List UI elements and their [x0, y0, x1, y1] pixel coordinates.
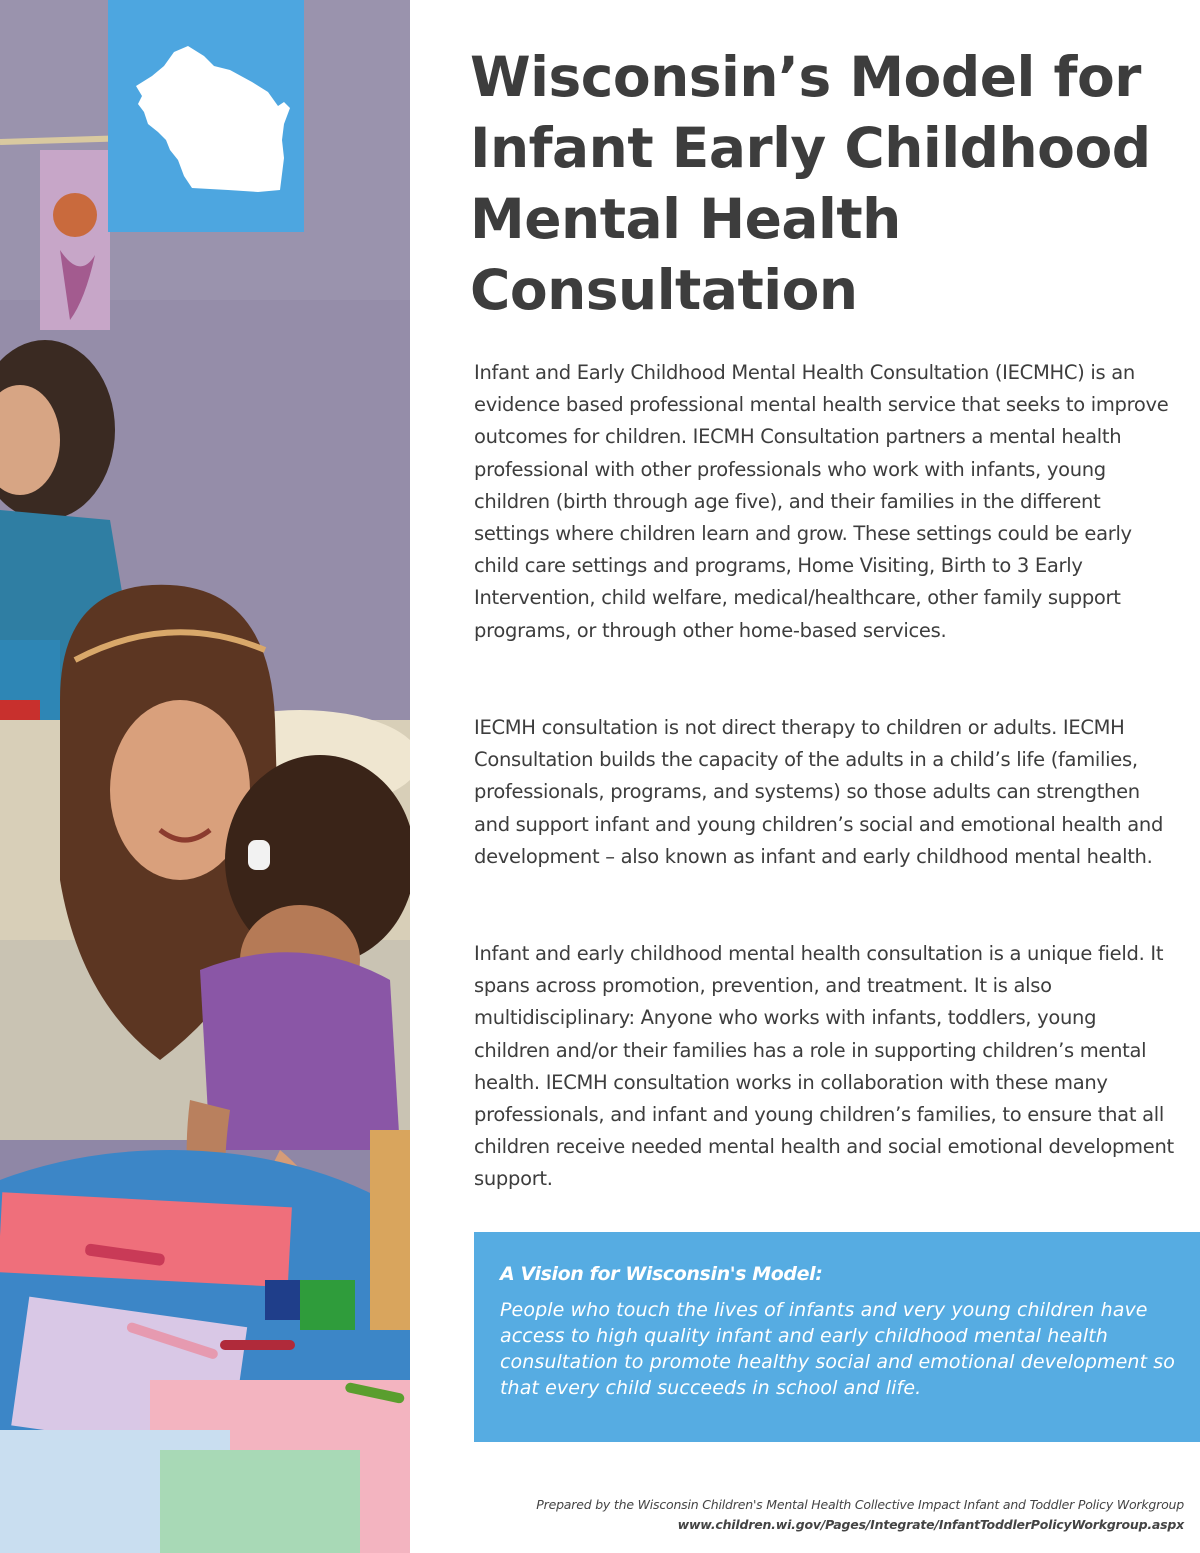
- vision-callout: [474, 1232, 1200, 1442]
- vision-heading: A Vision for Wisconsin's Model:: [500, 1263, 823, 1285]
- field-paragraph: Infant and early childhood mental health consultation is a unique field. It spans across promotion, prevention, and treatment. It is also multidisciplinary: Anyone who works with infants, toddlers, young children and/or their families has a role in supporting children’s mental health. IECMH consultation works in collaboration with these many professionals, and infant and young children’s families, to ensure that all children receive needed mental health and social emotional development support.: [474, 942, 1174, 1191]
- page-title: Wisconsin’s Model for Infant Early Childhood Mental Health Consultation: [470, 45, 1151, 322]
- capacity-paragraph: IECMH consultation is not direct therapy to children or adults. IECMH Consultation builds the capacity of the adults in a child’s life (families, professionals, programs, and systems) so those adults can strengthen and support infant and young children’s social and emotional health and development – also known as infant and early childhood mental health.: [474, 716, 1164, 868]
- hero-photo: [0, 0, 410, 1553]
- intro-paragraph: Infant and Early Childhood Mental Health Consultation (IECMHC) is an evidence based professional mental health service that seeks to improve outcomes for children. IECMH Consultation partners a mental health professional with other professionals who work with infants, young children (birth through age five), and their families in the different settings where children learn and grow. These settings could be early child care settings and programs, Home Visiting, Birth to 3 Early Intervention, child welfare, medical/healthcare, other family support programs, or through other home-based services.: [474, 361, 1169, 642]
- photo-illustration: [0, 0, 410, 1553]
- wisconsin-state-outline-icon: [108, 0, 304, 232]
- wisconsin-badge: [108, 0, 304, 232]
- footer-credit: Prepared by the Wisconsin Children's Mental Health Collective Impact Infant and Toddler Policy Workgroup: [536, 1497, 1184, 1512]
- footer-url[interactable]: www.children.wi.gov/Pages/Integrate/InfantToddlerPolicyWorkgroup.aspx: [677, 1517, 1184, 1532]
- vision-statement: People who touch the lives of infants and very young children have access to high quality infant and early childhood mental health consultation to promote healthy social and emotional development so that every child succeeds in school and life.: [500, 1299, 1175, 1399]
